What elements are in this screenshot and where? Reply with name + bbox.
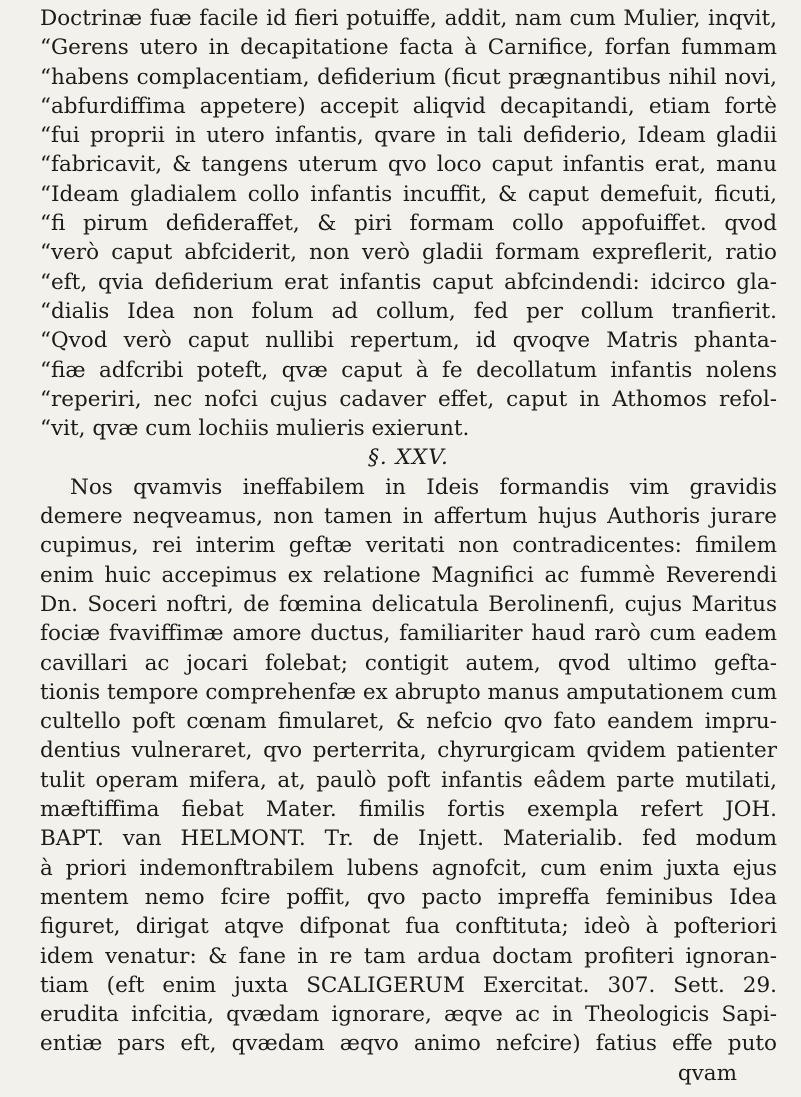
text-line: “Gerens utero in decapitatione facta à Carnifice, forfan fummam bbox=[40, 35, 777, 61]
text-line: cupimus, rei interim geftæ veritati non contradicentes: fimilem bbox=[40, 533, 777, 559]
text-line: dentius vulneraret, qvo perterrita, chyrurgicam qvidem patienter bbox=[40, 738, 777, 764]
text-line: “fi pirum defideraffet, & piri formam collo appofuiffet. qvod bbox=[40, 211, 777, 237]
text-line: BAPT. van HELMONT. Tr. de Injett. Materialib. fed modum bbox=[40, 826, 777, 852]
text-line: mentem nemo fcire poffit, qvo pacto impreffa feminibus Idea bbox=[40, 884, 777, 910]
section-heading: §. XXV. bbox=[368, 445, 449, 471]
text-line: “verò caput abfciderit, non verò gladii formam expreflerit, ratio bbox=[40, 240, 777, 266]
text-line: “eft, qvia defiderium erat infantis caput abfcindendi: idcirco gla- bbox=[40, 269, 777, 295]
text-line: enim huic accepimus ex relatione Magnifici ac fummè Reverendi bbox=[40, 562, 777, 588]
paragraph-quoted bbox=[40, 4, 777, 443]
text-line: Doctrinæ fuæ facile id fieri potuiffe, addit, nam cum Mulier, inqvit, bbox=[40, 6, 777, 31]
text-line: tionis tempore comprehenfæ ex abrupto manus amputationem cum bbox=[40, 679, 778, 705]
text-line: à priori indemonftrabilem lubens agnofcit, cum enim juxta ejus bbox=[40, 855, 777, 881]
catchword: qvam bbox=[677, 1060, 737, 1086]
text-line: Dn. Soceri noftri, de fœmina delicatula Berolinenfi, cujus Maritus bbox=[40, 591, 777, 617]
text-line: cavillari ac jocari folebat; contigit autem, qvod ultimo gefta- bbox=[40, 650, 777, 676]
text-line: “dialis Idea non folum ad collum, fed per collum tranfierit. bbox=[40, 298, 777, 324]
text-line: “fiæ adfcribi poteft, qvæ caput à fe decollatum infantis nolens bbox=[40, 357, 777, 383]
text-line: “vit, qvæ cum lochiis mulieris exierunt. bbox=[40, 416, 470, 442]
text-line: entiæ pars eft, qvædam æqvo animo nefcire) fatius effe puto bbox=[40, 1031, 777, 1057]
text-line: Nos qvamvis ineffabilem in Ideis formandis vim gravidis bbox=[70, 474, 777, 500]
text-line: “habens complacentiam, defiderium (ficut prægnantibus nihil novi, bbox=[40, 64, 777, 90]
text-line: tiam (eft enim juxta SCALIGERUM Exercitat. 307. Sett. 29. bbox=[40, 972, 777, 998]
text-line: “fabricavit, & tangens uterum qvo loco caput infantis erat, manu bbox=[40, 152, 777, 178]
text-line: erudita infcitia, qvædam ignorare, æqve ac in Theologicis Sapi- bbox=[40, 1002, 777, 1028]
text-line: “Qvod verò caput nullibi repertum, id qvoqve Matris phanta- bbox=[40, 328, 777, 354]
text-line: “fui proprii in utero infantis, qvare in tali defiderio, Ideam gladii bbox=[40, 123, 777, 149]
text-line: fociæ fvaviffimæ amore ductus, familiariter haud rarò cum eadem bbox=[40, 621, 777, 647]
text-line: “reperiri, nec nofci cujus cadaver effet, caput in Athomos refol- bbox=[40, 386, 777, 412]
text-line: demere neqveamus, non tamen in affertum hujus Authoris jurare bbox=[40, 504, 777, 530]
text-line: figuret, dirigat atqve difponat fua conftituta; ideò à pofteriori bbox=[40, 914, 777, 940]
text-line: “Ideam gladialem collo infantis incuffit, & caput demefuit, ficuti, bbox=[40, 181, 777, 207]
text-line: tulit operam mifera, at, paulò poft infantis eâdem parte mutilati, bbox=[40, 767, 777, 793]
text-line: idem venatur: & fane in re tam ardua doctam profiteri ignoran- bbox=[40, 943, 777, 969]
text-line: mæftiffima fiebat Mater. fimilis fortis exempla refert JOH. bbox=[40, 797, 777, 823]
text-line: cultello poft cœnam fimularet, & nefcio qvo fato eandem impru- bbox=[40, 709, 777, 735]
paragraph-main bbox=[40, 473, 777, 1059]
text-line: “abfurdiffima appetere) accepit aliqvid decapitandi, etiam fortè bbox=[40, 93, 777, 119]
